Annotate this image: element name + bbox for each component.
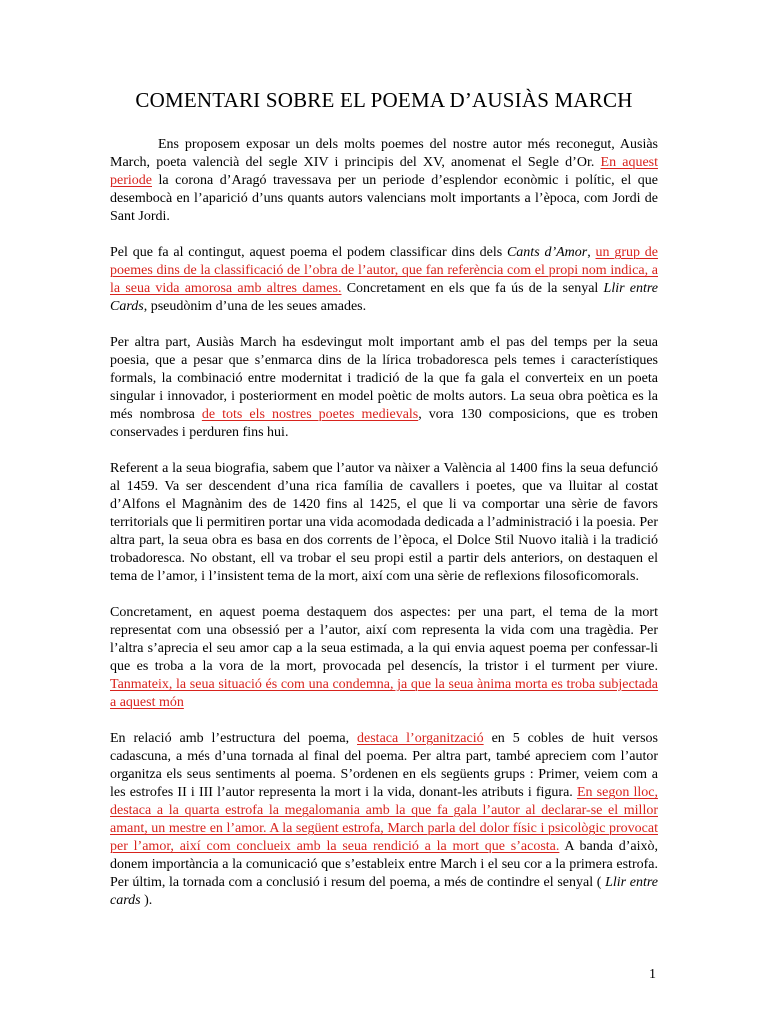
- text-segment: Per altra part, Ausiàs March ha esdevingut molt important amb el pas del temps per la seua poesia, que a pesar que s’enmarca dins de la lírica trobadoresca pels temes i característiques formals, la combinació entre modernitat i tradició de la que fa gala el converteix en un poeta singular i innovador, i posteriorment en model poètic de molts autors. La seua obra poètica es la més nombrosa: [110, 335, 658, 422]
- text-segment: , vora 130 composicions, que es troben conservades i perduren fins hui.: [110, 407, 659, 440]
- text-segment: ,: [587, 245, 596, 260]
- paragraph-importance: [110, 334, 658, 442]
- highlighted-segment: de tots els nostres poetes medievals: [201, 407, 419, 422]
- highlighted-segment: un grup de poemes dins de la classificació de l’obra de l’autor, que fan referència com el propi nom indica, a la seua vida amorosa amb altres dames.: [110, 245, 659, 296]
- paragraph-introduction: [110, 136, 658, 226]
- italic-segment: Cants d’Amor: [506, 245, 588, 260]
- highlighted-segment: Tanmateix, la seua situació és com una condemna, ja que la seua ànima morta es troba subjectada a aquest món: [110, 677, 658, 710]
- page-number: 1: [649, 967, 656, 982]
- highlighted-segment: En aquest periode: [110, 155, 658, 188]
- text-segment: ).: [140, 893, 153, 908]
- text-segment: A banda d’això, donem importància a la comunicació que s’estableix entre March i el seu cor a la primera estrofa. Per últim, la tornada com a conclusió i resum del poema, a més de contindre el senyal (: [110, 839, 658, 890]
- text-segment: Referent a la seua biografia, sabem que l’autor va nàixer a València al 1400 fins la seua defunció al 1459. Va ser descendent d’una rica família de cavallers i poetes, que va lluitar al costat d’Alfons el Magnànim des de 1420 fins al 1425, el que li va comportar una sèrie de favors territorials que li permitiren portar una vida acomodada dedicada a l’administració i la poesia. Per altra part, la seua obra es basa en dos corrents de l’època, el Dolce Stil Nuovo italià i la tradició trobadoresca. No obstant, ell va trobar el seu propi estil a partir dels anteriors, on destaquen el tema de l’amor, i l’insistent tema de la mort, així com una sèrie de reflexions filosoficomorals.: [110, 461, 658, 584]
- text-segment: Concretament, en aquest poema destaquem dos aspectes: per una part, el tema de la mort representat com una obsessió per a l’autor, així com representa la vida com una tragèdia. Per l’altra s’aprecia el seu amor cap a la seua estimada, a la qui envia aquest poema per confessar-li que es troba a la vora de la mort, provocada pel desencís, la tristor i el turment per viure.: [110, 605, 658, 674]
- paragraph-structure: [110, 730, 658, 910]
- paragraph-content: [110, 244, 658, 316]
- highlighted-segment: En segon lloc, destaca a la quarta estrofa la megalomania amb la que fa gala l’autor al declarar-se el millor amant, un mestre en l’amor. A la següent estrofa, March parla del dolor físic i psicològic provocat per l’amor, així com conclueix amb la seua rendició a la mort que s’acosta.: [110, 785, 658, 854]
- text-segment: Ens proposem exposar un dels molts poemes del nostre autor més reconegut, Ausiàs March, poeta valencià del segle XIV i principis del XV, anomenat el Segle d’Or.: [110, 137, 658, 170]
- italic-segment: Llir entre cards: [110, 875, 658, 908]
- text-segment: la corona d’Aragó travessava per un periode d’esplendor econòmic i polític, el que desembocà en l’aparició d’uns quants autors valencians molt importants a l’època, com Jordi de Sant Jordi.: [110, 173, 658, 224]
- highlighted-segment: destaca l’organització: [357, 731, 484, 746]
- text-segment: En relació amb l’estructura del poema,: [110, 731, 358, 746]
- paragraph-aspects: [110, 604, 658, 712]
- document-title: COMENTARI SOBRE EL POEMA D’AUSIÀS MARCH: [135, 88, 633, 112]
- text-segment: Concretament en els que fa ús de la senyal: [341, 281, 604, 296]
- text-segment: , pseudònim d’una de les seues amades.: [143, 299, 367, 314]
- paragraph-biography: [110, 460, 658, 586]
- document-body: [110, 136, 658, 928]
- text-segment: Pel que fa al contingut, aquest poema el podem classificar dins dels: [110, 245, 507, 260]
- italic-segment: Llir entre Cards: [110, 281, 659, 314]
- text-segment: en 5 cobles de huit versos cadascuna, a més d’una tornada al final del poema. Per altra part, també apreciem com l’autor organitza els seus sentiments al poema. S’ordenen en els següents grups : Primer, veiem com a les estrofes II i III l’autor representa la mort i la vida, donant-les atributs i figura.: [110, 731, 658, 800]
